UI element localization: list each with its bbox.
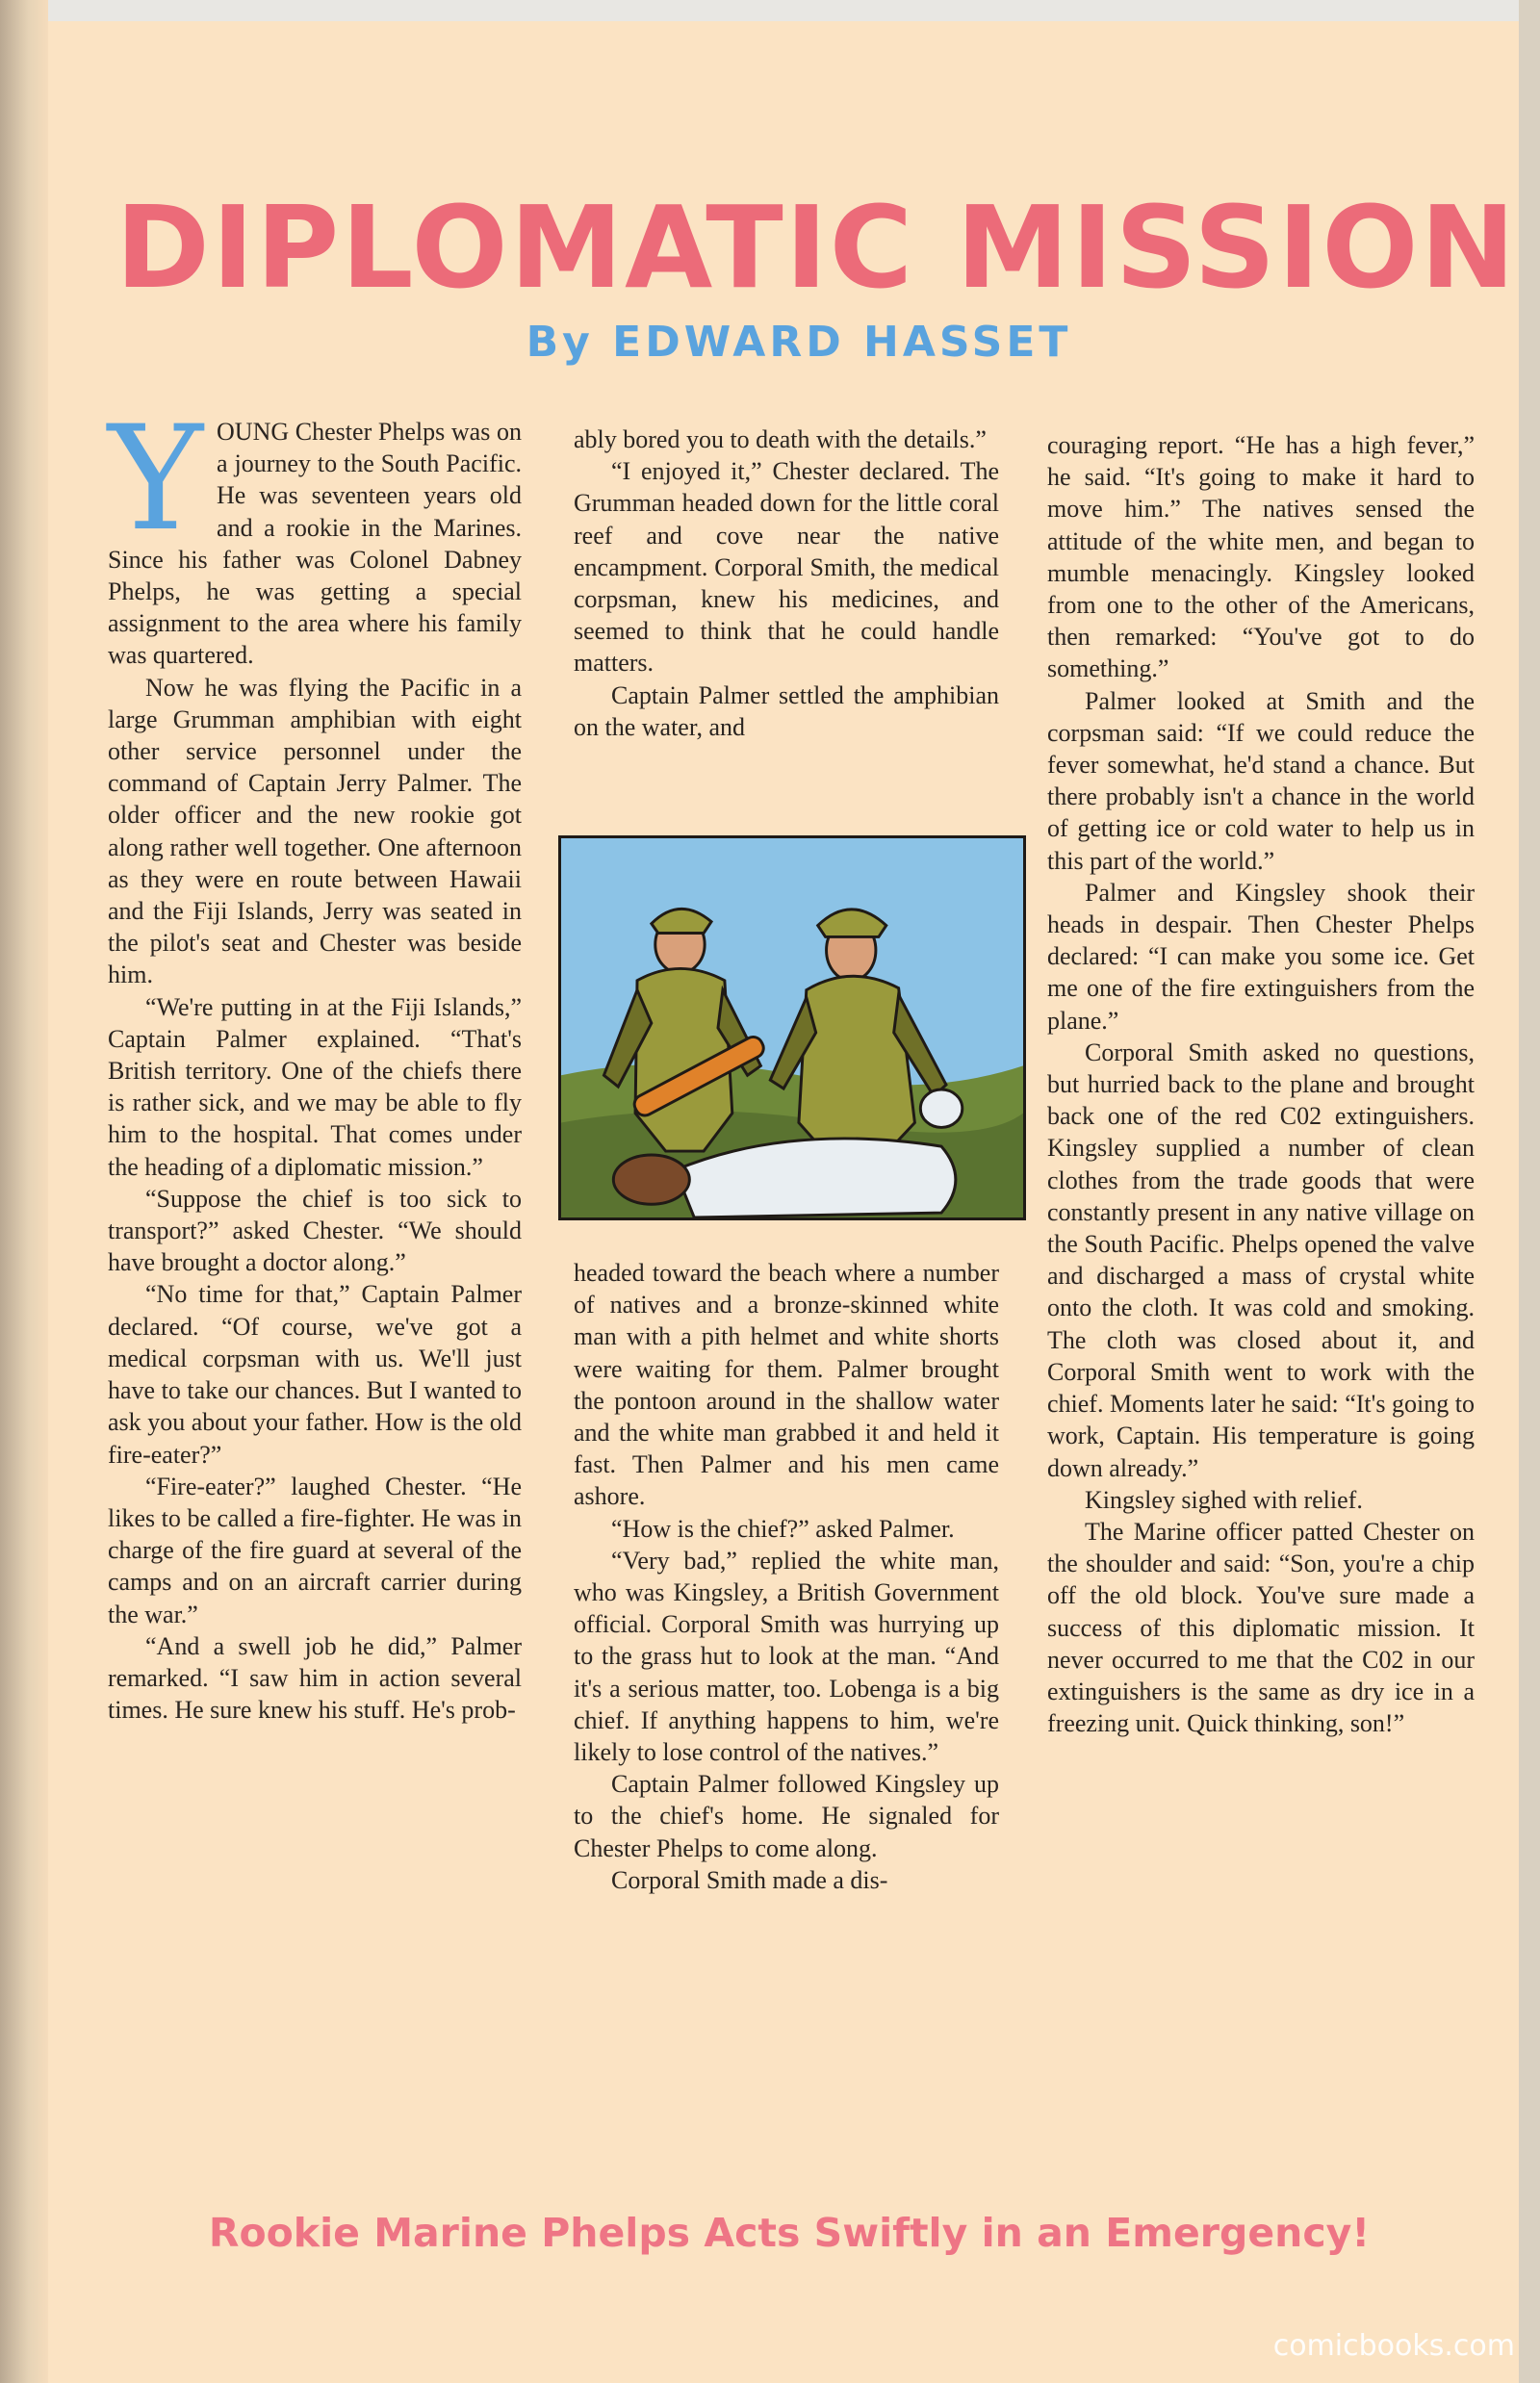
paragraph: Kingsley sighed with relief. <box>1085 1485 1363 1514</box>
paragraph: couraging report. “He has a high fever,” he said. “It's going to make it hard to move him.” The natives sensed the attitude of the white men, and began to mumble menacingly. Kingsley looked from one to the other of the Americans, then remarked: “You've got to do something.” <box>1047 431 1475 683</box>
drop-cap: Y <box>108 396 204 563</box>
paragraph: “Fire-eater?” laughed Chester. “He likes to be called a fire-fighter. He was in charge of the fire guard at several of the camps and on an aircraft carrier during the war.” <box>108 1472 522 1628</box>
paragraph <box>108 396 522 672</box>
text-column-3 <box>1047 429 1475 1739</box>
paragraph: “Very bad,” replied the white man, who was Kingsley, a British Government official. Corporal Smith was hurrying up to the grass hut to look at the man. “And it's a serious matter, too. Lobenga is a big chief. If anything happens to him, we're likely to lose control of the natives.” <box>574 1546 999 1767</box>
paragraph: The Marine officer patted Chester on the shoulder and said: “Son, you're a chip off the old block. You've sure made a success of this diplomatic mission. It never occurred to me that the C02 in our extinguishers is the same as dry ice in a freezing unit. Quick thinking, son!” <box>1047 1517 1475 1738</box>
paragraph: Palmer looked at Smith and the corpsman said: “If we could reduce the fever somewhat, he'd stand a chance. But there probably isn't a chance in the world of getting ice or cold water to help us in this part of the world.” <box>1047 686 1475 875</box>
paragraph: Captain Palmer settled the amphibian on the water, and <box>574 680 999 741</box>
paragraph: “How is the chief?” asked Palmer. <box>611 1514 955 1543</box>
text-column-2-bottom <box>574 1257 999 1896</box>
paragraph: Captain Palmer followed Kingsley up to the chief's home. He signaled for Chester Phelps to come along. <box>574 1770 999 1862</box>
story-tagline: Rookie Marine Phelps Acts Swiftly in an Emergency! <box>208 2210 1371 2256</box>
paragraph: “And a swell job he did,” Palmer remarked. “I saw him in action several times. He sure knew his stuff. He's prob- <box>108 1631 522 1725</box>
site-watermark: comicbooks.com <box>1272 2329 1515 2363</box>
chief-head-shape <box>613 1155 689 1204</box>
paragraph: Corporal Smith asked no questions, but hurried back to the plane and brought back one of the red C02 extinguishers. Kingsley supplied a number of clean clothes from the trade goods that were constantly present in any native village on the South Pacific. Phelps opened the valve and discharged a mass of crystal white onto the cloth. It was cold and smoking. The cloth was closed about it, and Corporal Smith went to work with the chief. Moments later he said: “It's going to work, Captain. His temperature is going down already.” <box>1047 1038 1475 1482</box>
page-spine-shadow <box>0 0 48 2383</box>
scan-top-edge <box>0 0 1540 21</box>
story-byline: By EDWARD HASSET <box>526 318 1072 367</box>
helmet-shape <box>920 1089 962 1127</box>
paragraph: ably bored you to death with the details.” <box>574 425 987 453</box>
paragraph: “Suppose the chief is too sick to transport?” asked Chester. “We should have brought a doctor along.” <box>108 1184 522 1277</box>
scan-right-edge <box>1519 0 1540 2383</box>
paragraph: “We're putting in at the Fiji Islands,” Captain Palmer explained. “That's British territory. One of the chiefs there is rather sick, and we may be able to fly him to the hospital. That comes under the heading of a diplomatic mission.” <box>108 992 522 1181</box>
marines-tending-chief-illustration <box>561 838 1023 1217</box>
paragraph: Now he was flying the Pacific in a large Grumman amphibian with eight other service personnel under the command of Captain Jerry Palmer. The older officer and the new rookie got along rather well together. One afternoon as they were en route between Hawaii and the Fiji Islands, Jerry was seated in the pilot's seat and Chester was beside him. <box>108 673 522 989</box>
paragraph: “I enjoyed it,” Chester declared. The Grumman headed down for the little coral reef and cove near the native encampment. Corporal Smith, the medical corpsman, knew his medicines, and seemed to think that he could handle matters. <box>574 457 999 678</box>
paragraph: Palmer and Kingsley shook their heads in despair. Then Chester Phelps declared: “I can make you some ice. Get me one of the fire extinguishers from the plane.” <box>1047 878 1475 1035</box>
text-column-1 <box>108 396 522 1726</box>
paragraph: “No time for that,” Captain Palmer declared. “Of course, we've got a medical corpsman with us. We'll just have to take our chances. But I wanted to ask you about your father. How is the old fire-eater?” <box>108 1280 522 1469</box>
story-illustration <box>558 835 1026 1220</box>
paragraph-text: OUNG Chester Phelps was on a journey to the South Pacific. He was seventeen years old and a rookie in the Marines. Since his father was Colonel Dabney Phelps, he was getting a special assignment to the area where his family was quartered. <box>108 418 522 670</box>
story-title: DIPLOMATIC MISSION <box>116 181 1518 314</box>
text-column-2-top <box>574 423 999 743</box>
paragraph: Corporal Smith made a dis- <box>611 1865 888 1894</box>
paragraph: headed toward the beach where a number of natives and a bronze-skinned white man with a pith helmet and white shorts were waiting for them. Palmer brought the pontoon around in the shallow water and the white man grabbed it and held it fast. Then Palmer and his men came ashore. <box>574 1259 999 1511</box>
